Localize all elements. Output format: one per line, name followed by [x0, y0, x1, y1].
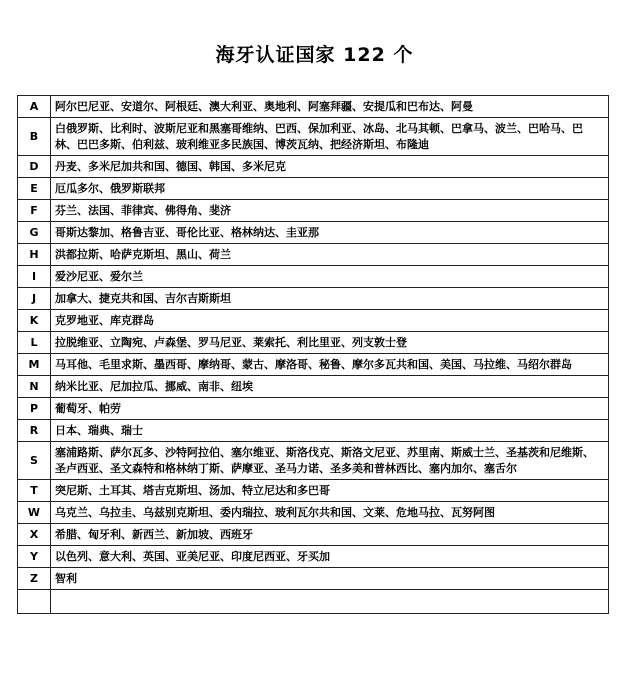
table-row	[18, 118, 609, 156]
row-countries: 洪都拉斯、哈萨克斯坦、黑山、荷兰	[51, 244, 609, 266]
row-countries: 厄瓜多尔、俄罗斯联邦	[51, 178, 609, 200]
row-letter: N	[18, 376, 51, 398]
row-countries: 克罗地亚、库克群岛	[51, 310, 609, 332]
row-letter: S	[18, 442, 51, 480]
row-countries: 拉脱维亚、立陶宛、卢森堡、罗马尼亚、莱索托、利比里亚、列支敦士登	[51, 332, 609, 354]
row-letter: Z	[18, 568, 51, 590]
row-letter: M	[18, 354, 51, 376]
row-letter: J	[18, 288, 51, 310]
row-countries: 芬兰、法国、菲律宾、佛得角、斐济	[51, 200, 609, 222]
row-countries: 葡萄牙、帕劳	[51, 398, 609, 420]
table-row	[18, 590, 609, 614]
row-letter: W	[18, 502, 51, 524]
table-row	[18, 332, 609, 354]
row-letter	[18, 590, 51, 614]
table-row	[18, 310, 609, 332]
country-table	[17, 95, 609, 614]
row-letter: K	[18, 310, 51, 332]
row-countries: 马耳他、毛里求斯、墨西哥、摩纳哥、蒙古、摩洛哥、秘鲁、摩尔多瓦共和国、美国、马拉维、马绍尔群岛	[51, 354, 609, 376]
row-letter: L	[18, 332, 51, 354]
table-row	[18, 480, 609, 502]
table-row	[18, 244, 609, 266]
table-row	[18, 568, 609, 590]
table-row	[18, 354, 609, 376]
table-row	[18, 288, 609, 310]
row-letter: A	[18, 96, 51, 118]
row-countries: 哥斯达黎加、格鲁吉亚、哥伦比亚、格林纳达、圭亚那	[51, 222, 609, 244]
table-row	[18, 200, 609, 222]
row-countries: 日本、瑞典、瑞士	[51, 420, 609, 442]
row-countries: 丹麦、多米尼加共和国、德国、韩国、多米尼克	[51, 156, 609, 178]
row-letter: G	[18, 222, 51, 244]
table-row	[18, 266, 609, 288]
table-row	[18, 420, 609, 442]
row-countries: 阿尔巴尼亚、安道尔、阿根廷、澳大利亚、奥地利、阿塞拜疆、安提瓜和巴布达、阿曼	[51, 96, 609, 118]
table-row	[18, 442, 609, 480]
row-countries: 希腊、匈牙利、新西兰、新加坡、西班牙	[51, 524, 609, 546]
table-row	[18, 156, 609, 178]
row-countries	[51, 590, 609, 614]
row-letter: H	[18, 244, 51, 266]
row-countries: 突尼斯、土耳其、塔吉克斯坦、汤加、特立尼达和多巴哥	[51, 480, 609, 502]
row-countries: 智利	[51, 568, 609, 590]
row-letter: B	[18, 118, 51, 156]
page-title: 海牙认证国家 122 个	[215, 44, 414, 66]
table-row	[18, 376, 609, 398]
table-row	[18, 96, 609, 118]
row-letter: P	[18, 398, 51, 420]
table-row	[18, 398, 609, 420]
row-letter: E	[18, 178, 51, 200]
row-letter: F	[18, 200, 51, 222]
table-row	[18, 502, 609, 524]
row-letter: Y	[18, 546, 51, 568]
row-countries: 塞浦路斯、萨尔瓦多、沙特阿拉伯、塞尔维亚、斯洛伐克、斯洛文尼亚、苏里南、斯威士兰、圣基茨和尼维斯、圣卢西亚、圣文森特和格林纳丁斯、萨摩亚、圣马力诺、圣多美和普林西比、塞内加尔、塞舌尔	[51, 442, 609, 480]
table-row	[18, 178, 609, 200]
row-countries: 爱沙尼亚、爱尔兰	[51, 266, 609, 288]
row-countries: 以色列、意大利、英国、亚美尼亚、印度尼西亚、牙买加	[51, 546, 609, 568]
table-row	[18, 222, 609, 244]
row-countries: 乌克兰、乌拉圭、乌兹别克斯坦、委内瑞拉、玻利瓦尔共和国、文莱、危地马拉、瓦努阿图	[51, 502, 609, 524]
row-countries: 加拿大、捷克共和国、吉尔吉斯斯坦	[51, 288, 609, 310]
row-letter: I	[18, 266, 51, 288]
table-row	[18, 546, 609, 568]
row-countries: 白俄罗斯、比利时、波斯尼亚和黑塞哥维纳、巴西、保加利亚、冰岛、北马其顿、巴拿马、波兰、巴哈马、巴林、巴巴多斯、伯利兹、玻利维亚多民族国、博茨瓦纳、把经济斯坦、布隆迪	[51, 118, 609, 156]
row-letter: D	[18, 156, 51, 178]
row-letter: X	[18, 524, 51, 546]
row-letter: T	[18, 480, 51, 502]
row-letter: R	[18, 420, 51, 442]
row-countries: 纳米比亚、尼加拉瓜、挪威、南非、纽埃	[51, 376, 609, 398]
table-row	[18, 524, 609, 546]
